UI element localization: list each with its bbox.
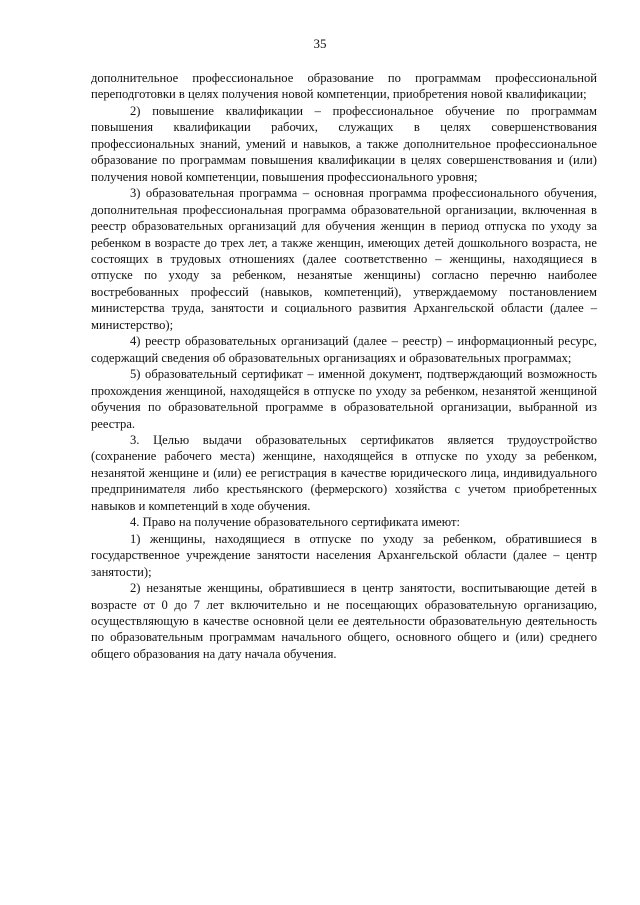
document-body xyxy=(91,70,597,662)
paragraph-definition-4: 4) реестр образовательных организаций (далее – реестр) – информационный ресурс, содержащий сведения об образовательных организациях и образовательных программах; xyxy=(91,334,597,365)
paragraph-definition-3: 3) образовательная программа – основная программа профессионального обучения, дополнительная профессиональная программа образовательной организации, включенная в реестр образовательных организаций для обучения женщин в период отпуска по уходу за ребенком в возрасте до трех лет, а также женщин, имеющих детей дошкольного возраста, не состоящих в трудовых отношениях (далее соответственно – женщины, находящиеся в отпуске по уходу за ребенком, незанятые женщины) согласно перечню наиболее востребованных профессий (навыков, компетенций), утверждаемому постановлением министерства труда, занятости и социального развития Архангельской области (далее – министерство); xyxy=(91,186,597,332)
paragraph-section-3: 3. Целью выдачи образовательных сертификатов является трудоустройство (сохранение рабочего места) женщине, находящейся в отпуске по уходу за ребенком, незанятой женщине и (или) ее регистрация в качестве юридического лица, индивидуального предпринимателя либо крестьянского (фермерского) хозяйства с учетом приобретенных навыков и компетенций в ходе обучения. xyxy=(91,432,597,513)
paragraph-continuation: дополнительное профессиональное образование по программам профессиональной переподготовки в целях получения новой компетенции, приобретения новой квалификации; xyxy=(91,71,597,102)
paragraph-definition-2: 2) повышение квалификации – профессиональное обучение по программам повышения квалификации рабочих, служащих в целях совершенствования профессиональных знаний, умений и навыков, а также дополнительное профессиональное образование по программам повышения квалификации в целях совершенствования и (или) получения новой компетенции, повышения профессионального уровня; xyxy=(91,103,597,184)
paragraph-section-4: 4. Право на получение образовательного сертификата имеют: xyxy=(130,515,460,530)
paragraph-definition-5: 5) образовательный сертификат – именной документ, подтверждающий возможность прохождения женщиной, находящейся в отпуске по уходу за ребенком, незанятой женщиной обучения по образовательной программе в образовательной организации, выбранной из реестра. xyxy=(91,367,597,431)
page-number: 35 xyxy=(313,36,327,51)
paragraph-eligibility-2: 2) незанятые женщины, обратившиеся в центр занятости, воспитывающие детей в возрасте от 0 до 7 лет включительно и не посещающих образовательную организацию, осуществляющую в качестве основной цели ее деятельности образовательную деятельность по образовательным программам начального общего, основного общего и (или) среднего общего образования на дату начала обучения. xyxy=(91,581,597,661)
paragraph-eligibility-1: 1) женщины, находящиеся в отпуске по уходу за ребенком, обратившиеся в государственное учреждение занятости населения Архангельской области (далее – центр занятости); xyxy=(91,531,597,579)
